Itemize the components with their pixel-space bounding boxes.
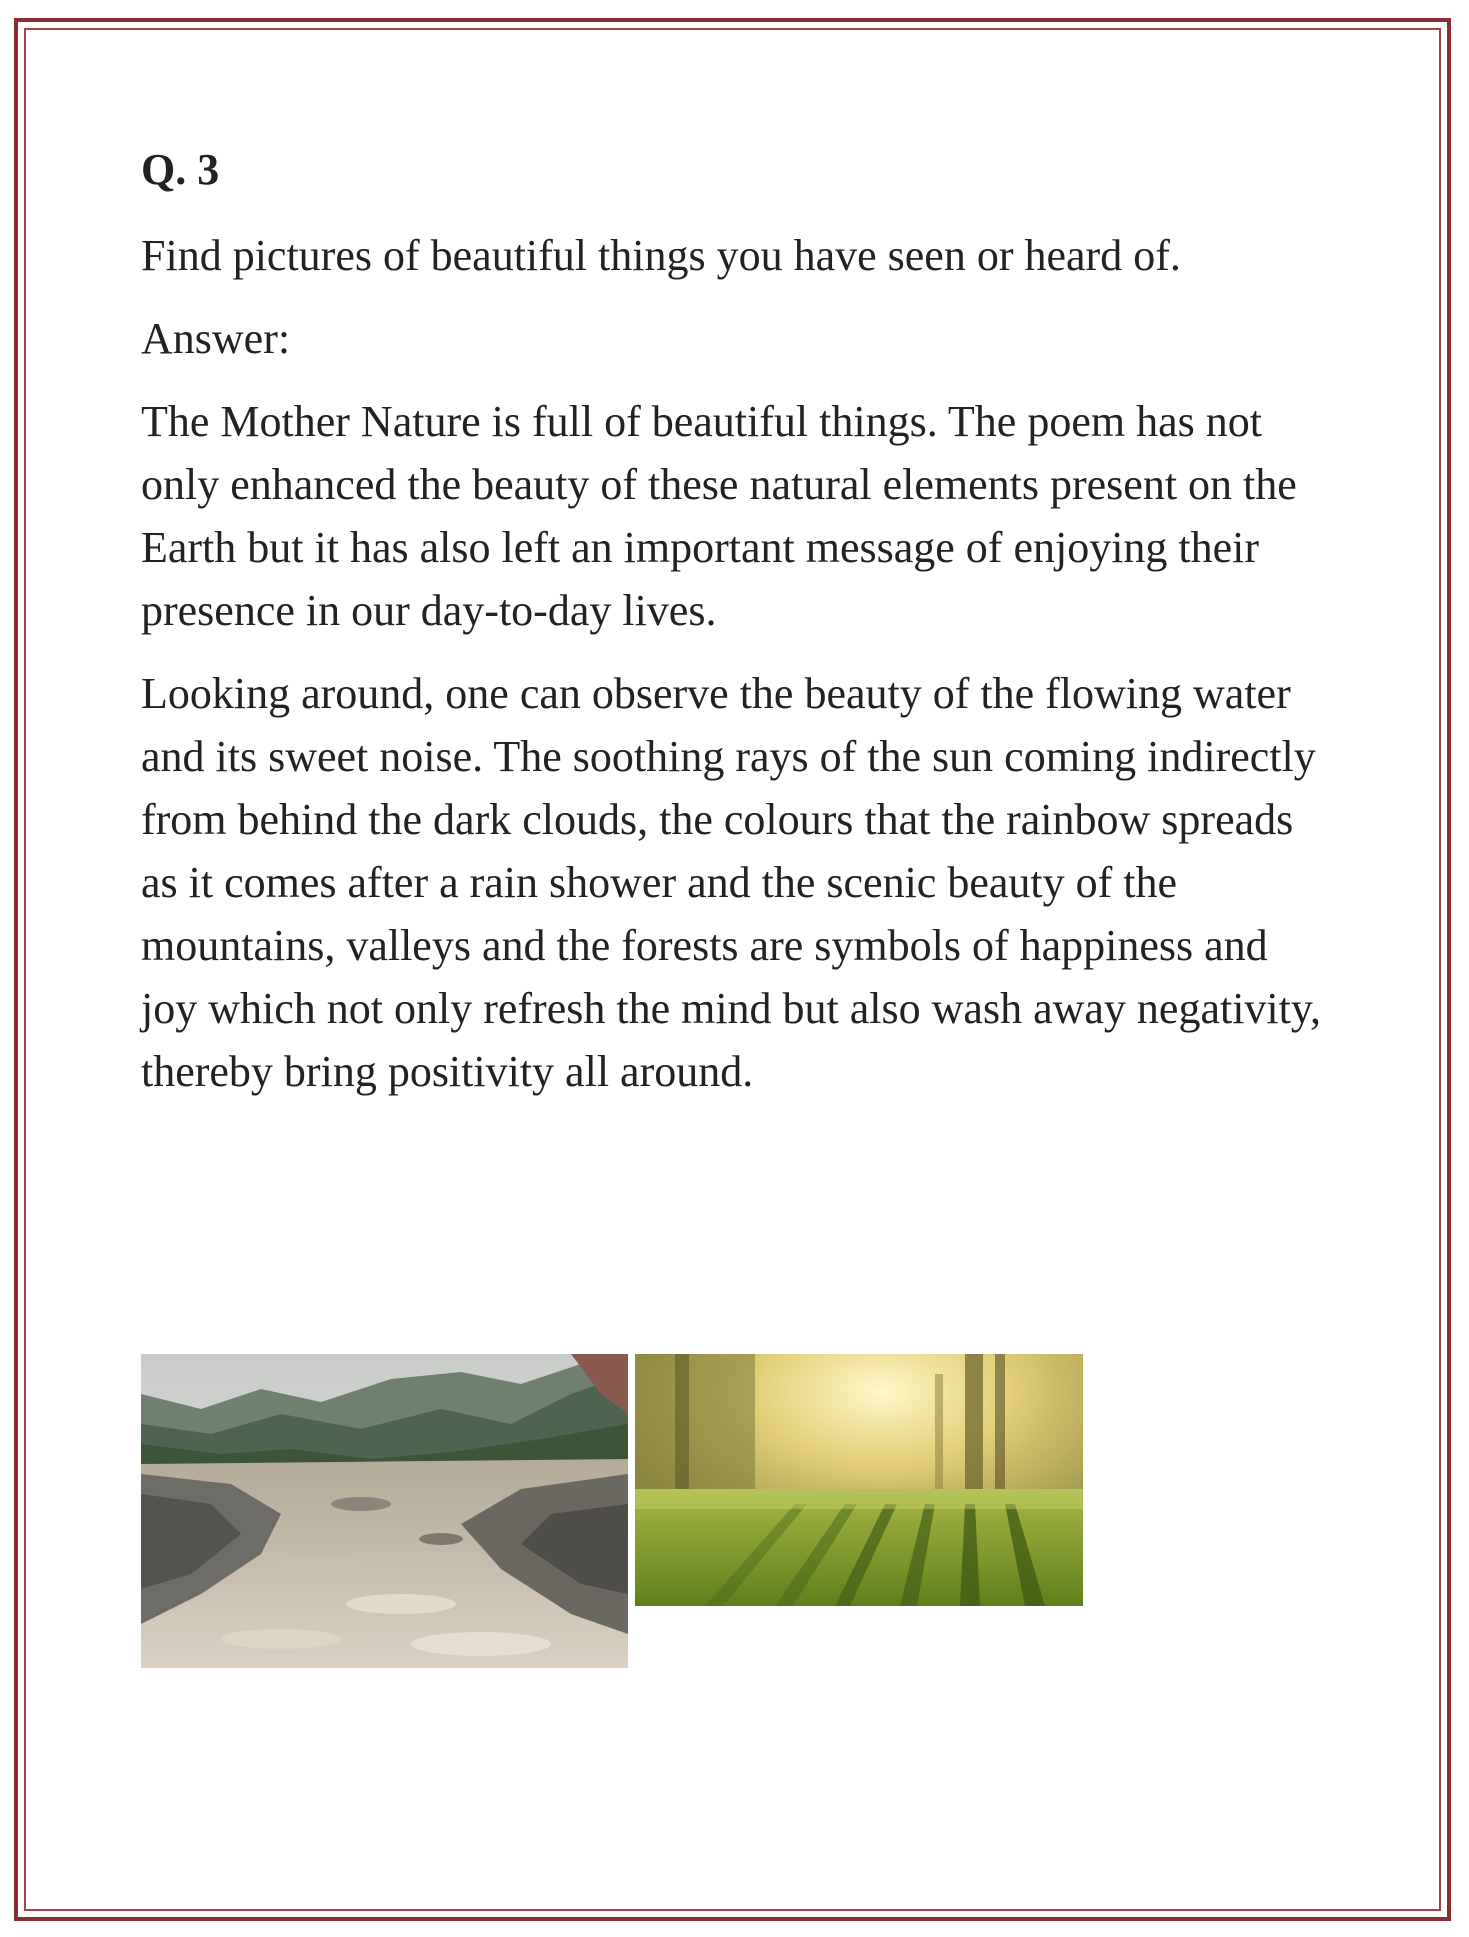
answer-paragraph-1: The Mother Nature is full of beautiful things. The poem has not only enhanced the beauty of these natural elements present on the Earth but it has also left an important message of enjoying their presence in our day-to-day lives. [141, 397, 1297, 635]
question-prompt: Find pictures of beautiful things you have seen or heard of. [141, 231, 1181, 280]
river-valley-image [141, 1354, 628, 1668]
answer-paragraph-2: Looking around, one can observe the beauty of the flowing water and its sweet noise. The soothing rays of the sun coming indirectly from behind the dark clouds, the colours that the rainbow spreads as it comes after a rain shower and the scenic beauty of the mountains, valleys and the forests are symbols of happiness and joy which not only refresh the mind but also wash away negativity, thereby bring positivity all around. [141, 669, 1322, 1096]
photo-gallery [141, 1354, 1081, 1668]
sunlit-forest-image [635, 1354, 1083, 1606]
question-number: Q. 3 [141, 145, 220, 194]
question-content [141, 140, 1321, 1123]
sunlit-forest-photo [635, 1354, 1083, 1606]
river-valley-photo [141, 1354, 628, 1668]
answer-label: Answer: [141, 314, 291, 363]
